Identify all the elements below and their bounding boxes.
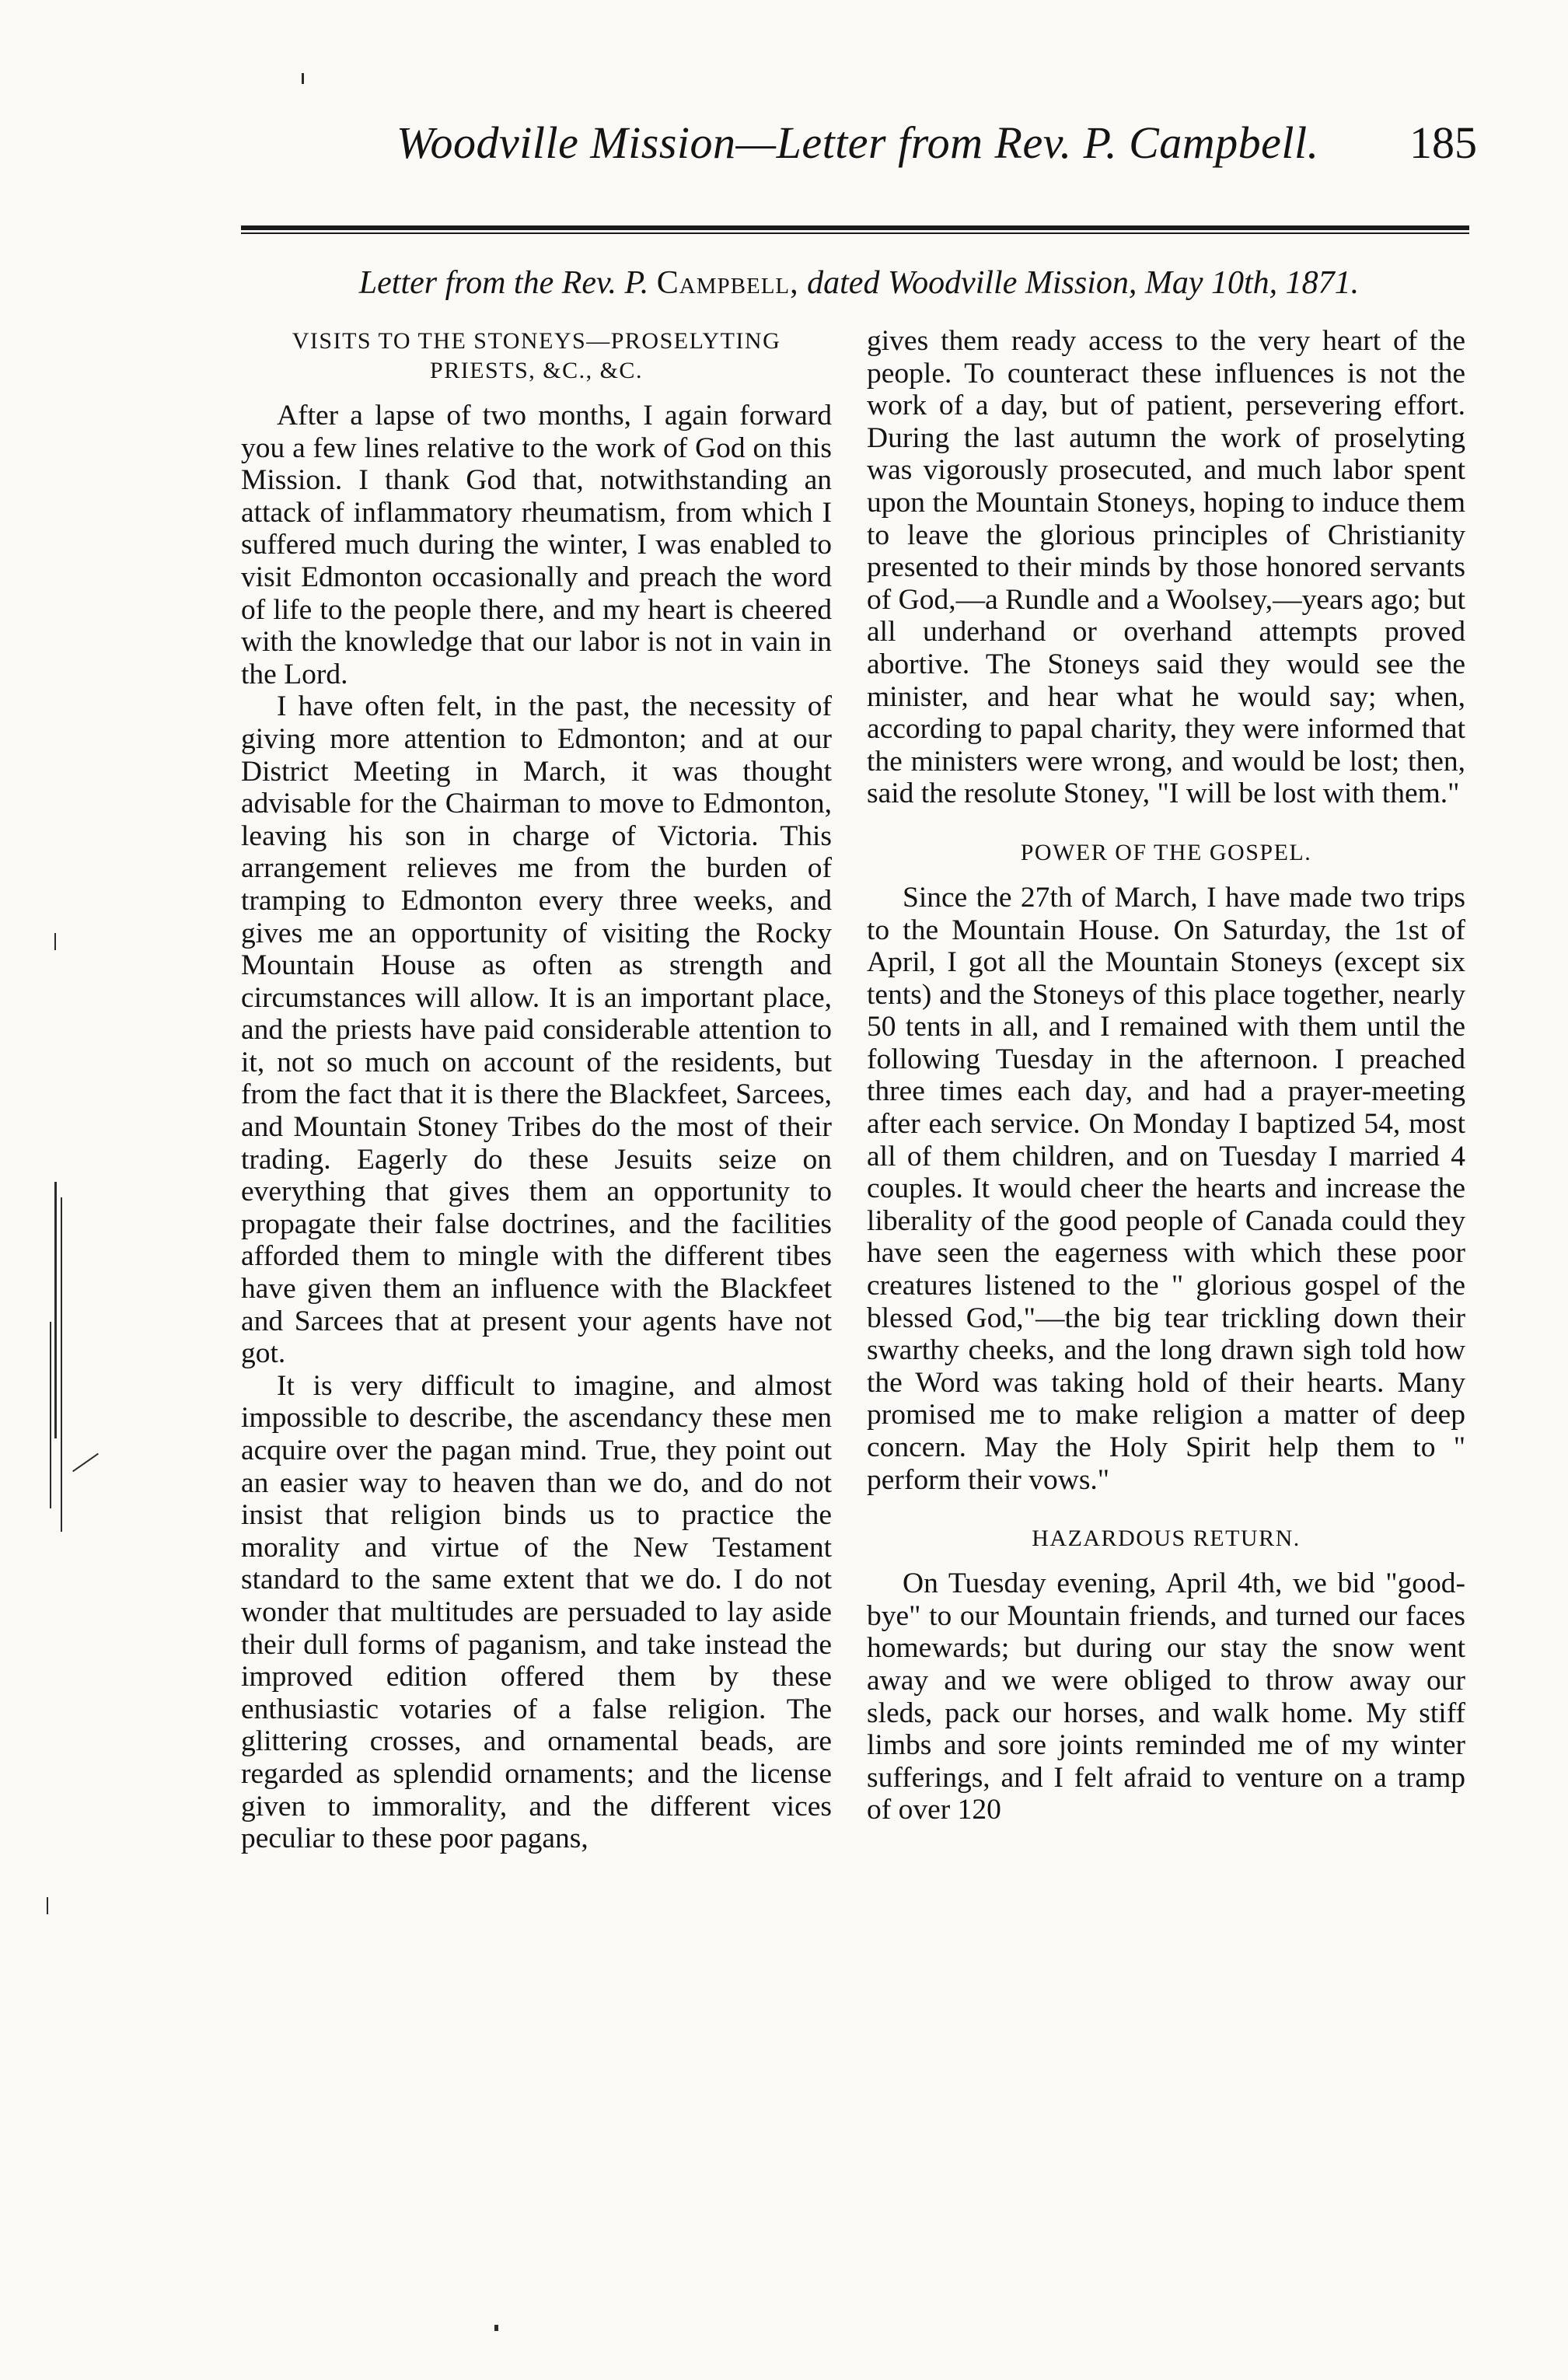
section-heading-visits: VISITS TO THE STONEYS—PROSELYTING PRIESTS, &C., &C. [292,328,781,383]
margin-mark [61,1197,62,1532]
section-heading-power-of-gospel: POWER OF THE GOSPEL. [1020,839,1312,865]
page-number: 185 [1409,117,1477,168]
margin-mark [494,2325,498,2331]
dateline-suffix: dated Woodville Mission, May 10th, 1871. [807,265,1360,301]
margin-mark [54,1182,57,1438]
section-heading-hazardous-return: HAZARDOUS RETURN. [1032,1526,1301,1552]
running-head [233,117,1477,187]
left-column [241,327,832,1855]
header-rule [241,225,1469,234]
paragraph: On Tuesday evening, April 4th, we bid "good-bye" to our Mountain friends, and turned our faces homewards; but during our stay the snow went away and we were obliged to throw away our sleds, pack our horses, and walk home. My stiff limbs and sore joints reminded me of my winter sufferings, and I felt afraid to venture on a tramp of over 120 [867,1567,1465,1826]
paragraph: After a lapse of two months, I again forward you a few lines relative to the work of God on this Mission. I thank God that, notwithstanding an attack of inflammatory rheumatism, from which I suffered much during the winter, I was enabled to visit Edmonton occasionally and preach the word of life to the people there, and my heart is cheered with the knowledge that our labor is not in vain in the Lord. [241,400,832,690]
margin-mark [302,73,304,84]
letter-dateline [241,264,1477,302]
margin-mark [72,1453,99,1473]
margin-mark [54,933,56,950]
margin-mark [50,1322,51,1508]
paragraph-continued: gives them ready access to the very heart of the people. To counteract these influences is not the work of a day, but of patient, persevering effort. During the last autumn the work of proselyting was vigorously prosecuted, and much labor spent upon the Mountain Stoneys, hoping to induce them to leave the glorious principles of Christianity presented to their minds by those honored servants of God,—a Rundle and a Woolsey,—years ago; but all underhand or overhand attempts proved abortive. The Stoneys said they would see the minister, and hear what he would say; when, according to papal charity, they were informed that the ministers were wrong, and would be lost; then, said the resolute Stoney, "I will be lost with them." [867,325,1465,810]
right-column [867,325,1465,1826]
dateline-name: Campbell, [656,265,799,301]
paragraph: I have often felt, in the past, the necessity of giving more attention to Edmonton; and at our District Meeting in March, it was thought advisable for the Chairman to move to Edmonton, leaving his son in charge of Victoria. This arrangement relieves me from the burden of tramping to Edmonton every three weeks, and gives me an opportunity of visiting the Rocky Mountain House as often as strength and circumstances will allow. It is an important place, and the priests have paid considerable attention to it, not so much on account of the residents, but from the fact that it is there the Blackfeet, Sarcees, and Mountain Stoney Tribes do the most of their trading. Eagerly do these Jesuits seize on everything that gives them an opportunity to propagate their false doctrines, and the facilities afforded them to mingle with the different tibes have given them an influence with the Blackfeet and Sarcees that at present your agents have not got. [241,690,832,1370]
running-title: Woodville Mission—Letter from Rev. P. Campbell. [396,117,1319,168]
paragraph: It is very difficult to imagine, and almost impossible to describe, the ascendancy these men acquire over the pagan mind. True, they point out an easier way to heaven than we do, and do not insist that religion binds us to practice the morality and virtue of the New Testament standard to the same extent that we do. I do not wonder that multitudes are persuaded to lay aside their dull forms of paganism, and take instead the improved edition offered them by these enthusiastic votaries of a false religion. The glittering crosses, and ornamental beads, are regarded as splendid ornaments; and the license given to immorality, and the different vices peculiar to these poor pagans, [241,1369,832,1855]
margin-mark [47,1897,48,1914]
dateline-prefix: Letter from the Rev. P. [358,265,649,301]
paragraph: Since the 27th of March, I have made two trips to the Mountain House. On Saturday, the 1st of April, I got all the Mountain Stoneys (except six tents) and the Stoneys of this place together, nearly 50 tents in all, and I remained with them until the following Tuesday in the afternoon. I preached three times each day, and had a prayer-meeting after each service. On Monday I baptized 54, most all of them children, and on Tuesday I married 4 couples. It would cheer the hearts and increase the liberality of the good people of Canada could they have seen the eagerness with which these poor creatures listened to the " glorious gospel of the blessed God,"—the big tear trickling down their swarthy cheeks, and the long drawn sigh told how the Word was taking hold of their hearts. Many promised me to make religion a matter of deep concern. May the Holy Spirit help them to " perform their vows." [867,881,1465,1496]
